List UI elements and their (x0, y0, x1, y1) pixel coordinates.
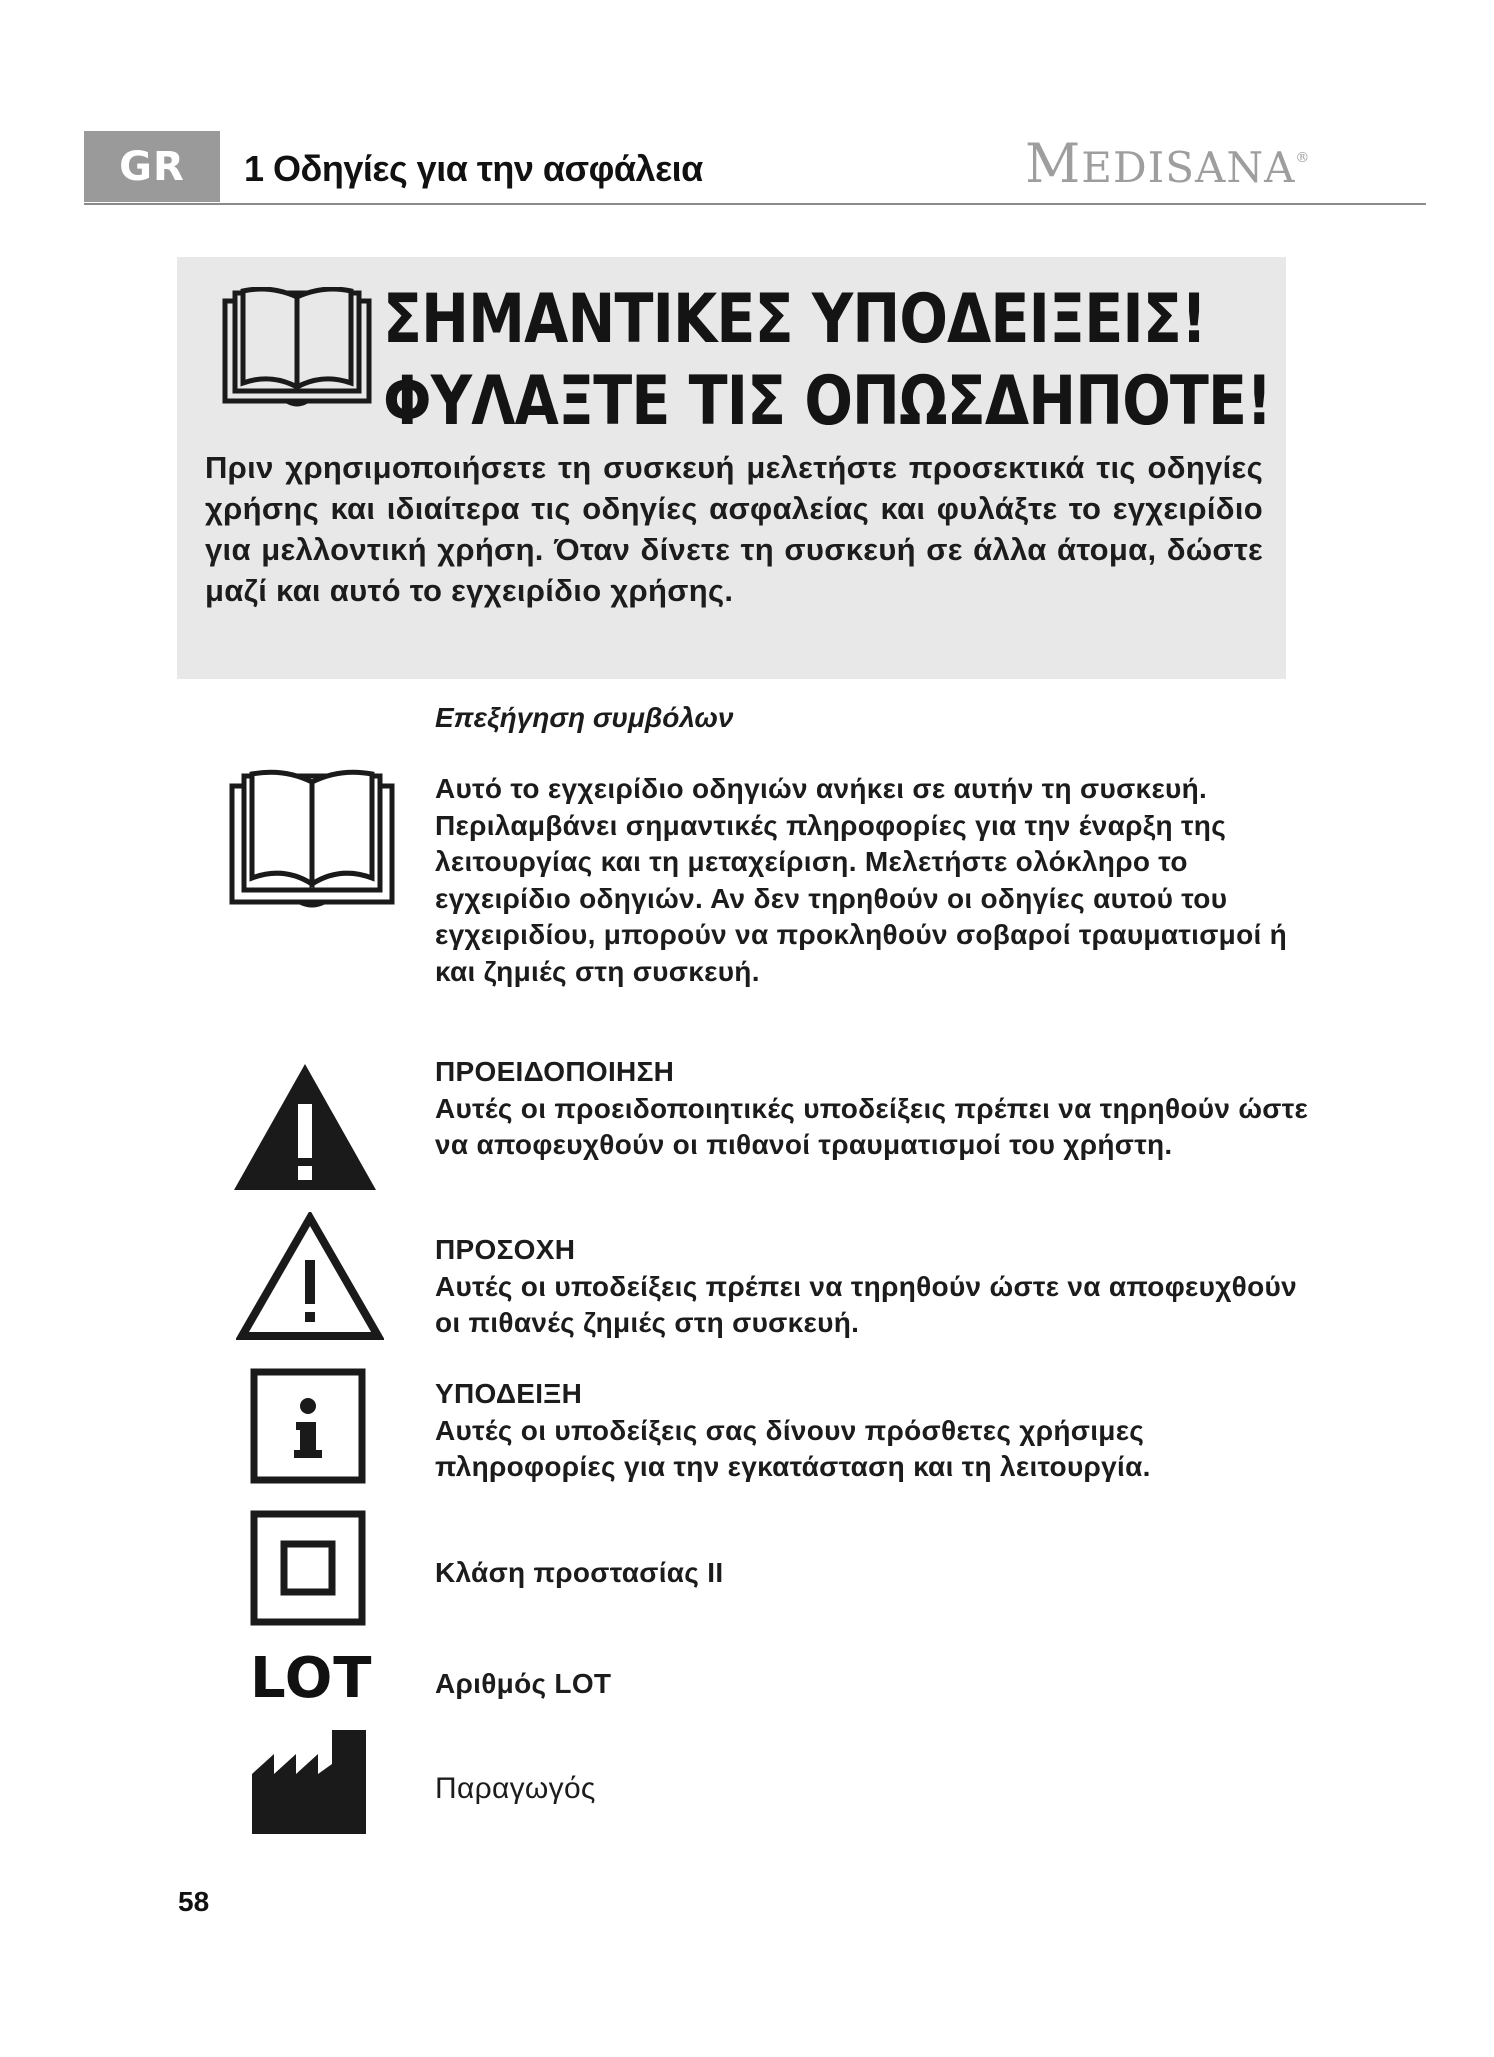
manufacturer-text: Παραγωγός (435, 1772, 596, 1805)
important-notice-box (177, 257, 1286, 679)
section-title: 1 Οδηγίες για την ασφάλεια (244, 148, 703, 189)
note-text: Αυτές οι υποδείξεις σας δίνουν πρόσθετες χρήσιμες πληροφορίες για την εγκατάσταση και τη λειτουργία. (435, 1414, 1151, 1482)
class-ii-icon (250, 1510, 366, 1626)
warning-item (435, 1054, 1315, 1164)
caution-title: ΠΡΟΣΟΧΗ (435, 1234, 576, 1265)
notice-heading (383, 279, 1272, 443)
brand-logo: MEDISANA® (1025, 132, 1311, 195)
language-tab: GR (84, 131, 220, 202)
note-item (435, 1376, 1315, 1486)
note-title: ΥΠΟΔΕΙΞΗ (435, 1378, 583, 1409)
class-ii-text: Κλάση προστασίας II (435, 1557, 724, 1588)
notice-heading-line2: ΦΥΛΑΞΤΕ ΤΙΣ ΟΠΩΣΔΗΠΟΤΕ! (383, 362, 1272, 441)
warning-text: Αυτές οι προειδοποιητικές υποδείξεις πρέπει να τηρηθούν ώστε να αποφευχθούν οι πιθανοί τραυματισμοί του χρήστη. (435, 1092, 1309, 1160)
warning-filled-icon (232, 1062, 378, 1192)
symbols-title: Επεξήγηση συμβόλων (435, 702, 734, 733)
notice-body: Πριν χρησιμοποιήσετε τη συσκευή μελετήστε προσεκτικά τις οδηγίες χρήσης και ιδιαίτερα τις οδηγίες ασφαλείας και φυλάξτε το εγχειρίδιο για μελλοντική χρήση. Όταν δίνετε τη συσκευή σε άλλα άτομα, δώστε μαζί και αυτό το εγχειρίδιο χρήσης. (205, 450, 1263, 608)
book-icon (221, 287, 373, 409)
info-icon (250, 1368, 366, 1484)
caution-outline-icon (236, 1212, 384, 1342)
manual-description: Αυτό το εγχειρίδιο οδηγιών ανήκει σε αυτήν τη συσκευή. Περιλαμβάνει σημαντικές πληροφορίες για την έναρξη της λειτουργίας και τη μεταχείριση. Μελετήστε ολόκληρο το εγχειρίδιο οδηγιών. Αν δεν τηρηθούν οι οδηγίες αυτού του εγχειριδίου, μπορούν να προκληθούν σοβαροί τραυματισμοί ή και ζημιές στη συσκευή. (435, 773, 1288, 987)
caution-item (435, 1232, 1315, 1342)
page-number: 58 (178, 1886, 210, 1917)
manual-book-icon (228, 768, 396, 908)
header-divider (84, 203, 1426, 205)
caution-text: Αυτές οι υποδείξεις πρέπει να τηρηθούν ώστε να αποφευχθούν οι πιθανές ζημιές στη συσκευή. (435, 1270, 1297, 1338)
lot-icon: LOT (250, 1646, 373, 1711)
notice-heading-line1: ΣΗΜΑΝΤΙΚΕΣ ΥΠΟΔΕΙΞΕΙΣ! (383, 280, 1207, 359)
warning-title: ΠΡΟΕΙΔΟΠΟΙΗΣΗ (435, 1056, 675, 1087)
lot-text: Αριθμός LOT (435, 1668, 612, 1699)
manufacturer-icon (252, 1730, 366, 1834)
